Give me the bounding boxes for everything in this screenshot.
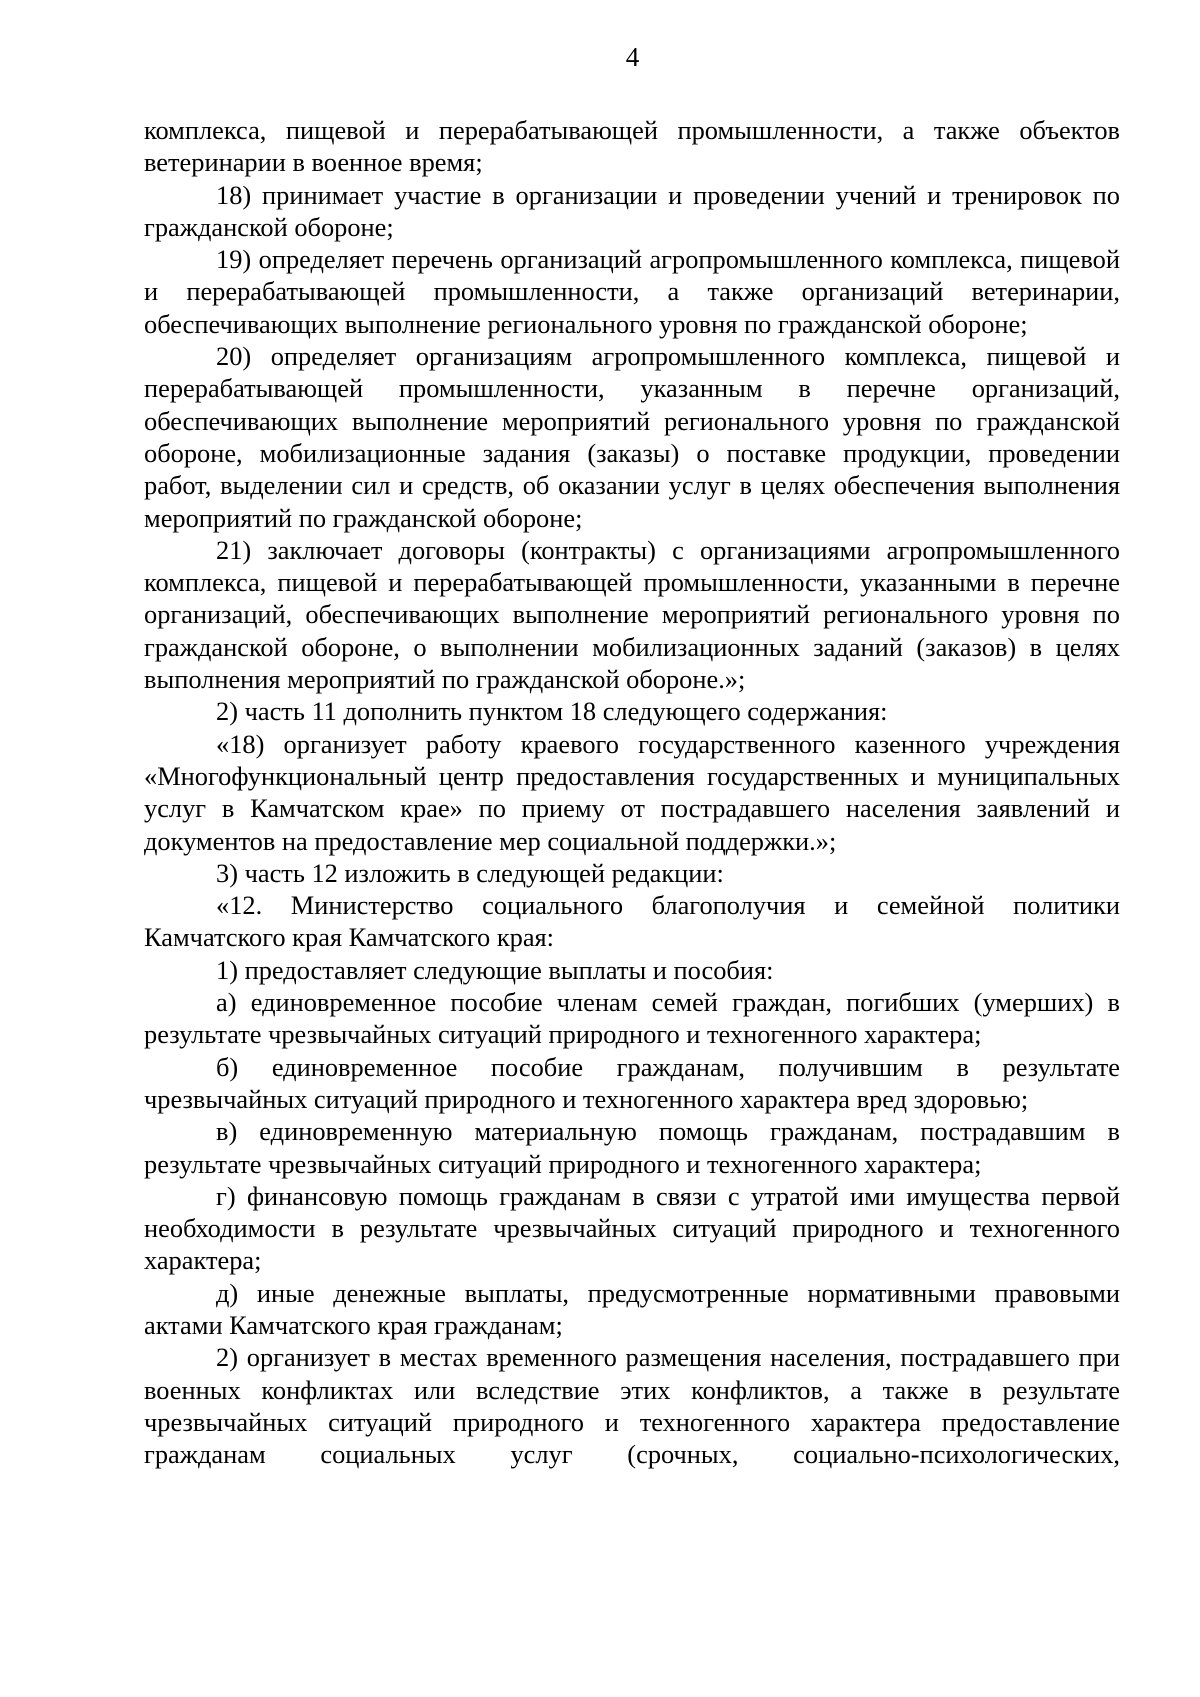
paragraph-subitem-2: 2) организует в местах временного размещения населения, пострадавшего при военных конфликтах или вследствие этих конфликтов, а также в результате чрезвычайных ситуаций природного и техногенного характера предоставление гражданам социальных услуг (срочных, социально-психологических, xyxy=(144,1342,1120,1470)
paragraph-item-18: 18) принимает участие в организации и проведении учений и тренировок по гражданской обороне; xyxy=(144,179,1120,242)
paragraph-subitem-d: д) иные денежные выплаты, предусмотренные нормативными правовыми актами Камчатского края гражданам; xyxy=(144,1277,1120,1340)
paragraph-new-item-18: «18) организует работу краевого государственного казенного учреждения «Многофункциональный центр предоставления государственных и муниципальных услуг в Камчатском крае» по приему от пострадавшего населения заявлений и документов на предоставление мер социальной поддержки.»; xyxy=(144,728,1120,856)
paragraph-subitem-b: б) единовременное пособие гражданам, получившим в результате чрезвычайных ситуаций природного и техногенного характера вред здоровью; xyxy=(144,1051,1120,1114)
paragraph-amendment-2: 2) часть 11 дополнить пунктом 18 следующего содержания: xyxy=(216,696,888,727)
paragraph-item-20: 20) определяет организациям агропромышленного комплекса, пищевой и перерабатывающей промышленности, указанным в перечне организаций, обеспечивающих выполнение мероприятий регионального уровня по гражданской обороне, мобилизационные задания (заказы) о поставке продукции, проведении работ, выделении сил и средств, об оказании услуг в целях обеспечения выполнения мероприятий по гражданской обороне; xyxy=(144,341,1120,533)
paragraph-continuation: комплекса, пищевой и перерабатывающей промышленности, а также объектов ветеринарии в военное время; xyxy=(144,115,1120,178)
document-body xyxy=(144,114,1120,1470)
page-number: 4 xyxy=(625,42,640,72)
paragraph-subitem-g: г) финансовую помощь гражданам в связи с утратой ими имущества первой необходимости в результате чрезвычайных ситуаций природного и техногенного характера; xyxy=(144,1180,1120,1276)
paragraph-subitem-1: 1) предоставляет следующие выплаты и пособия: xyxy=(216,954,774,985)
paragraph-item-21: 21) заключает договоры (контракты) с организациями агропромышленного комплекса, пищевой и перерабатывающей промышленности, указанными в перечне организаций, обеспечивающих выполнение мероприятий регионального уровня по гражданской обороне, о выполнении мобилизационных заданий (заказов) в целях выполнения мероприятий по гражданской обороне.»; xyxy=(144,534,1120,695)
paragraph-subitem-v: в) единовременную материальную помощь гражданам, пострадавшим в результате чрезвычайных ситуаций природного и техногенного характера; xyxy=(144,1116,1120,1179)
paragraph-part-12: «12. Министерство социального благополучия и семейной политики Камчатского края Камчатского края: xyxy=(144,890,1120,953)
paragraph-item-19: 19) определяет перечень организаций агропромышленного комплекса, пищевой и перерабатывающей промышленности, а также организаций ветеринарии, обеспечивающих выполнение регионального уровня по гражданской обороне; xyxy=(144,244,1120,339)
paragraph-subitem-a: а) единовременное пособие членам семей граждан, погибших (умерших) в результате чрезвычайных ситуаций природного и техногенного характера; xyxy=(144,987,1120,1050)
paragraph-amendment-3: 3) часть 12 изложить в следующей редакции: xyxy=(216,857,724,888)
